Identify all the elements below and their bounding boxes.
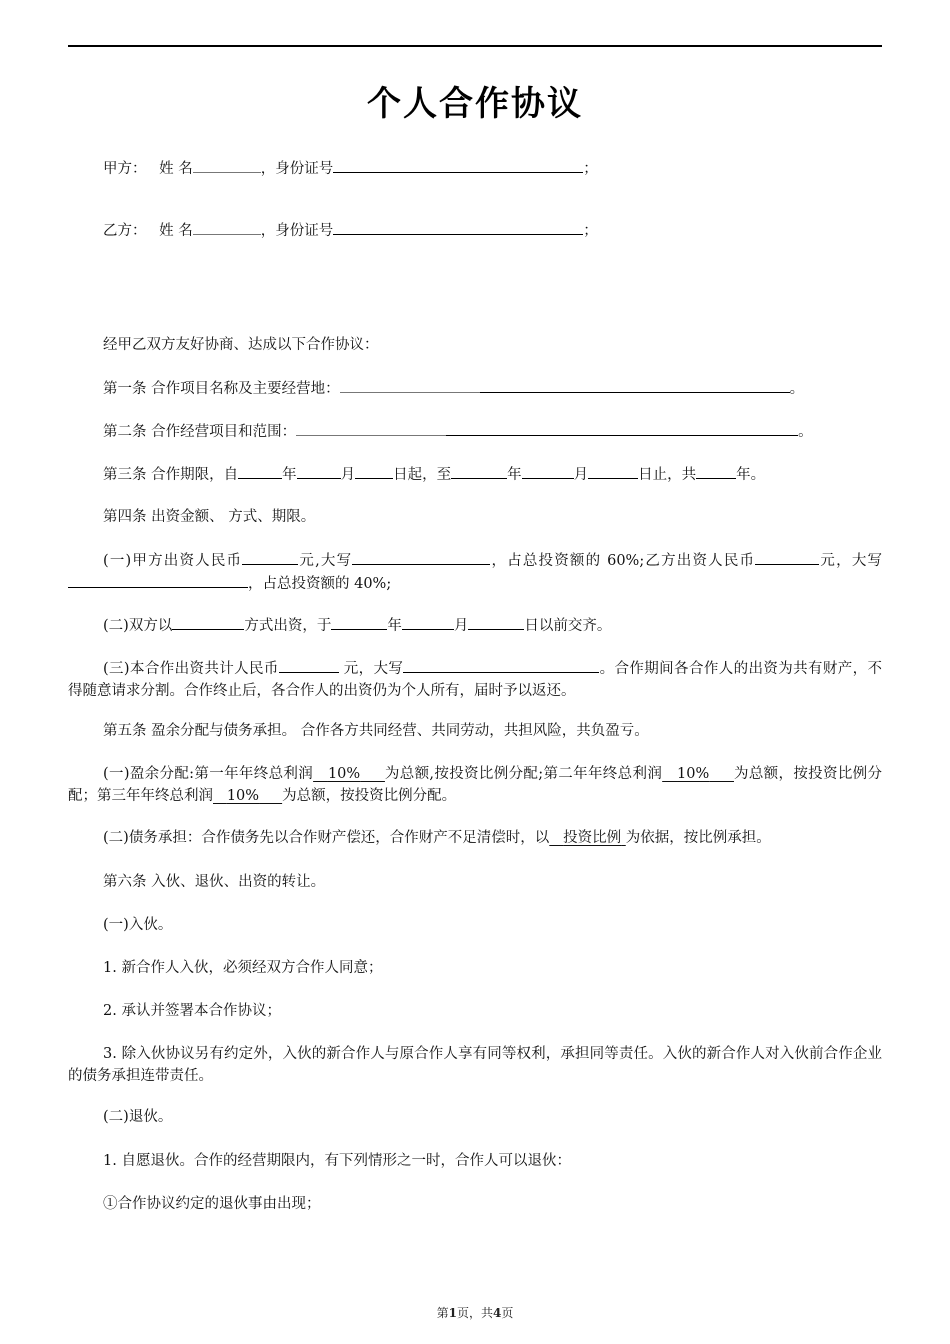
party-b-id-label: ，身份证号: [260, 223, 334, 239]
p1-text-e: 大写: [851, 553, 883, 569]
p2-text-a: (二)双方以: [103, 618, 173, 634]
header-rule: [68, 45, 882, 47]
year-3-pct-value: 10%: [226, 788, 260, 804]
party-b-label: 乙方：: [103, 223, 147, 239]
year-3-profit-pct[interactable]: [213, 788, 282, 804]
article-2-blank-b[interactable]: [446, 420, 798, 436]
party-a-amount-words-blank[interactable]: [352, 549, 490, 565]
debt-basis-value: 投资比例: [563, 830, 622, 846]
start-year-blank[interactable]: [238, 463, 282, 479]
total-amount-blank[interactable]: [279, 657, 339, 673]
party-a-name-blank[interactable]: [193, 157, 261, 173]
term-years-blank[interactable]: [696, 463, 736, 479]
article-5-heading: 第五条 盈余分配与债务承担。 合作各方共同经营、共同劳动，共担风险，共负盈亏。: [103, 723, 649, 739]
article-4-heading: 第四条 出资金额、 方式、期限。: [103, 509, 316, 525]
p2-text-e: 日以前交齐。: [524, 618, 612, 634]
deadline-month-blank[interactable]: [402, 614, 454, 630]
article-4-para-2: [68, 614, 917, 637]
year-2-profit-pct[interactable]: [662, 766, 734, 782]
article-3-end: 年。: [736, 467, 766, 483]
join-heading: (一)入伙。: [103, 917, 173, 933]
p2-text-b: 方式出资，于: [244, 618, 332, 634]
party-a-amount-blank[interactable]: [242, 549, 298, 565]
debt-text-a: (二)债务承担：合作债务先以合作财产偿还，合作财产不足清偿时，以: [103, 830, 550, 846]
party-b-line: [68, 219, 917, 242]
year-2-pct-value: 10%: [677, 766, 710, 782]
p1-text-b: 元,大写: [298, 553, 353, 569]
document-title: 个人合作协议: [367, 84, 583, 124]
p3-text-a: (三)本合作出资共计人民币: [103, 661, 279, 677]
party-b-name-label: 姓 名: [159, 223, 193, 239]
profit-text-d: 为总额，按投资比例分配。: [282, 788, 457, 804]
end-year-label: 年: [507, 467, 522, 483]
end-year-blank[interactable]: [451, 463, 507, 479]
intro-text: 经甲乙双方友好协商、达成以下合作协议：: [103, 337, 379, 353]
article-2-end: 。: [798, 424, 813, 440]
join-item-1: 1. 新合作人入伙，必须经双方合作人同意；: [103, 960, 383, 976]
join-item-2: 2. 承认并签署本合作协议；: [103, 1003, 281, 1019]
p3-text-c: 。合作期间各合作人的出资为共有财产，不得随意请求分割。合作终止后，各合作人的出资仍为个人所有，届时予以返还。: [68, 661, 883, 699]
p1-text-c: ，占总投资额的 60%;乙方出资人民币: [490, 553, 756, 569]
party-a-id-label: ，身份证号: [260, 161, 334, 177]
start-month-blank[interactable]: [297, 463, 341, 479]
start-year-label: 年: [282, 467, 297, 483]
start-day-blank[interactable]: [355, 463, 393, 479]
party-a-end: ；: [583, 161, 598, 177]
page-total: 4: [493, 1306, 502, 1320]
join-item-3: 3. 除入伙协议另有约定外，入伙的新合作人与原合作人享有同等权利，承担同等责任。入伙的新合作人对入伙前合作企业的债务承担连带责任。: [68, 1046, 882, 1084]
start-day-label: 日起，至: [393, 467, 452, 483]
total-amount-words-blank[interactable]: [403, 657, 599, 673]
p1-text-f: ，占总投资额的 40%;: [248, 576, 392, 592]
article-2-text: 第二条 合作经营项目和范围：: [103, 424, 297, 440]
article-5-para-1: [68, 763, 882, 807]
exit-heading: (二)退伙。: [103, 1109, 173, 1125]
p3-text-b: 元，大写: [338, 661, 404, 677]
page-number: 1: [448, 1306, 457, 1320]
article-3: [68, 463, 917, 486]
article-1-text: 第一条 合作项目名称及主要经营地：: [103, 381, 340, 397]
footer-mid: 页，共: [456, 1306, 493, 1320]
deadline-day-blank[interactable]: [468, 614, 524, 630]
party-a-line: [68, 157, 917, 180]
debt-basis[interactable]: [549, 830, 625, 846]
article-1-blank-b[interactable]: [480, 377, 790, 393]
deadline-year-blank[interactable]: [331, 614, 387, 630]
exit-item-1: 1. 自愿退伙。合作的经营期限内，有下列情形之一时，合作人可以退伙：: [103, 1153, 571, 1169]
page-footer: [0, 1304, 950, 1321]
year-1-pct-value: 10%: [327, 766, 361, 782]
p1-text-d: 元，: [819, 553, 852, 569]
article-4-para-3: [68, 657, 882, 702]
debt-text-b: 为依据，按比例承担。: [625, 830, 771, 846]
article-1: [68, 377, 917, 400]
party-a-label: 甲方：: [103, 161, 147, 177]
end-month-label: 月: [573, 467, 589, 483]
article-2-blank-a[interactable]: [296, 420, 446, 436]
p2-text-d: 月: [453, 618, 469, 634]
article-4-para-1: [68, 549, 882, 595]
footer-prefix: 第: [436, 1306, 449, 1320]
party-a-name-label: 姓 名: [159, 161, 193, 177]
party-b-amount-blank[interactable]: [755, 549, 819, 565]
party-b-end: ；: [583, 223, 598, 239]
article-1-blank-a[interactable]: [340, 377, 480, 393]
article-5-para-2: [68, 827, 917, 849]
party-a-id-blank[interactable]: [333, 157, 583, 173]
p2-text-c: 年: [387, 618, 402, 634]
p1-text-a: (一)甲方出资人民币: [103, 553, 243, 569]
start-month-label: 月: [340, 467, 356, 483]
party-b-amount-words-blank[interactable]: [68, 572, 248, 588]
article-3-text: 第三条 合作期限，自: [103, 467, 239, 483]
year-1-profit-pct[interactable]: [313, 766, 385, 782]
exit-item-1a: ①合作协议约定的退伙事由出现；: [103, 1196, 321, 1212]
footer-suffix: 页: [501, 1306, 514, 1320]
profit-text-c: 为总额，按投资比例分配；第三年年终总利润: [68, 766, 883, 804]
end-day-label: 日止，共: [638, 467, 697, 483]
article-1-end: 。: [789, 381, 805, 397]
party-b-id-blank[interactable]: [333, 219, 583, 235]
profit-text-b: 为总额,按投资比例分配;第二年年终总利润: [384, 766, 663, 782]
article-6-heading: 第六条 入伙、退伙、出资的转让。: [103, 874, 326, 890]
article-2: [68, 420, 917, 443]
party-b-name-blank[interactable]: [193, 219, 261, 235]
profit-text-a: (一)盈余分配:第一年年终总利润: [103, 766, 314, 782]
contribution-method-blank[interactable]: [172, 614, 244, 630]
end-day-blank[interactable]: [588, 463, 638, 479]
end-month-blank[interactable]: [522, 463, 574, 479]
